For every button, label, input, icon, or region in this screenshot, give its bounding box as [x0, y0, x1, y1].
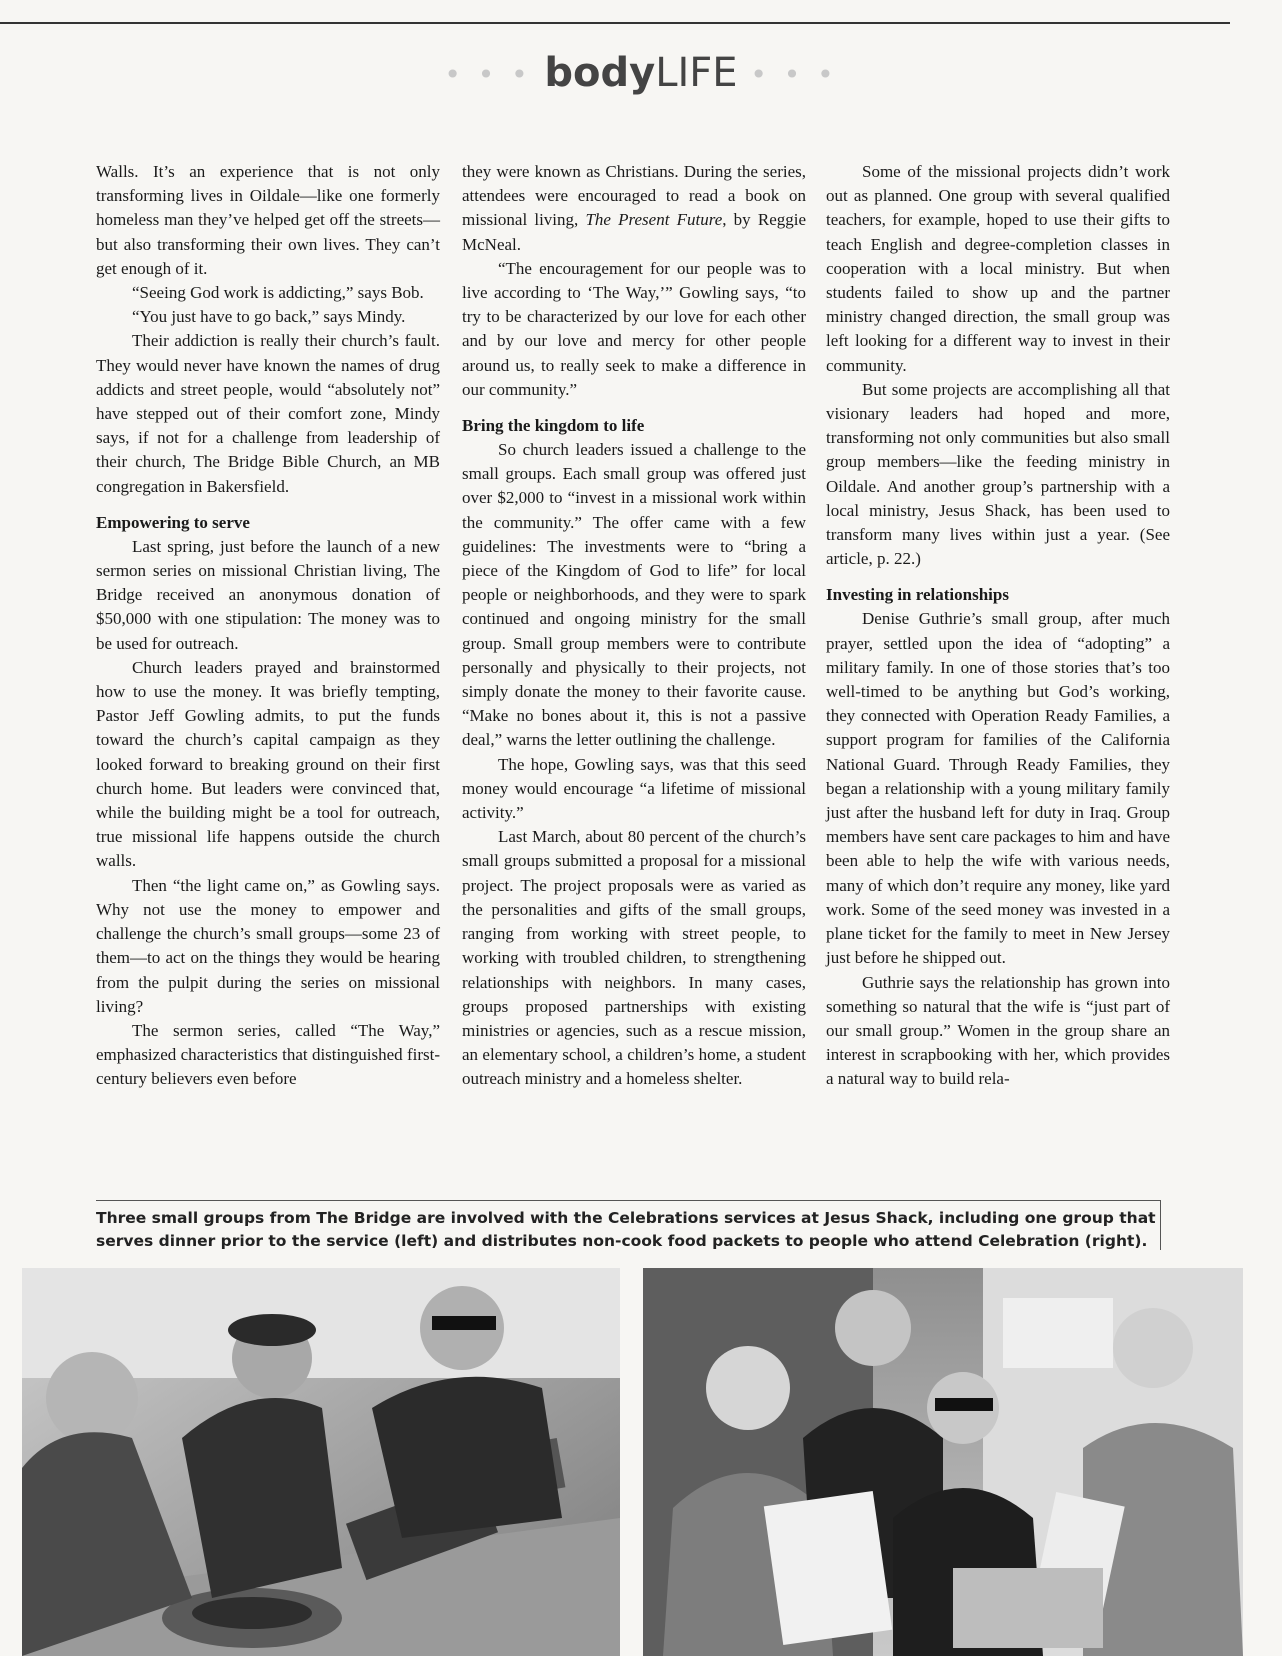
- masthead-dots-right: • • •: [750, 58, 838, 91]
- paragraph: Walls. It’s an experience that is not only transforming lives in Oildale—like one formerly homeless man they’ve helped get off the streets—but also transforming their own lives. They can’t get enough of it.: [96, 162, 440, 278]
- caption-rule: [96, 1200, 1160, 1201]
- paragraph: Some of the missional projects didn’t work out as planned. One group with several qualified teachers, for example, hoped to use their gifts to teach English and degree-completion classes in cooperation with a local ministry. But when students failed to show up and the partner ministry changed direction, the small group was left looking for a different way to invest in their community.: [826, 162, 1170, 375]
- paragraph: “You just have to go back,” says Mindy.: [132, 307, 406, 327]
- paragraph: Church leaders prayed and brainstormed how to use the money. It was briefly tempting, Pastor Jeff Gowling admits, to put the funds toward the church’s capital campaign as they looked forward to breaking ground on their first church home. But leaders were convinced that, while the building might be a tool for outreach, true missional life happens outside the church walls.: [96, 657, 440, 871]
- paragraph: “Seeing God work is addicting,” says Bob.: [132, 283, 424, 303]
- article-column-1: [96, 160, 440, 1092]
- paragraph: [462, 160, 806, 257]
- paragraph: Their addiction is really their church’s fault. They would never have known the names of drug addicts and street people, would “absolutely not” have stepped out of their comfort zone, Mindy says, if not for a challenge from leadership of their church, The Bridge Bible Church, an MB congregation in Bakersfield.: [96, 331, 440, 496]
- subhead-kingdom: Bring the kingdom to life: [462, 416, 645, 436]
- masthead-body: body: [544, 50, 656, 96]
- photo-dinner-service-image: [22, 1268, 620, 1656]
- masthead-dots-left: • • •: [444, 58, 532, 91]
- caption-vertical-rule: [1160, 1200, 1161, 1250]
- subhead-empowering: Empowering to serve: [96, 512, 250, 532]
- paragraph: The sermon series, called “The Way,” emphasized characteristics that distinguished first-century believers even before: [96, 1020, 440, 1089]
- paragraph: “The encouragement for our people was to live according to ‘The Way,’” Gowling says, “to try to be characterized by our love for each other and by our love and mercy for other people around us, to really seek to make a difference in our community.”: [462, 258, 806, 399]
- masthead-life: LIFE: [655, 50, 738, 96]
- photo-food-packets-image: [643, 1268, 1243, 1656]
- text-run: they were known as Christians. During the series, attendees were encouraged to read a book on missional living,: [462, 162, 806, 230]
- photo-food-packets: [643, 1268, 1243, 1656]
- book-title: The Present Future: [585, 210, 723, 230]
- paragraph: The hope, Gowling says, was that this seed money would encourage “a lifetime of missional activity.”: [462, 754, 806, 823]
- photo-caption: Three small groups from The Bridge are involved with the Celebrations services at Jesus Shack, including one group that serves dinner prior to the service (left) and distributes non-cook food packets to people who attend Celebration (right).: [96, 1209, 1156, 1250]
- photo-dinner-service: [22, 1268, 620, 1656]
- paragraph: Last March, about 80 percent of the church’s small groups submitted a proposal for a missional project. The project proposals were as varied as the personalities and gifts of the small groups, ranging from working with street people, to working with troubled children, to strengthening relationships with neighbors. In many cases, groups proposed partnerships with existing ministries or agencies, such as a rescue mission, an elementary school, a children’s home, a student outreach ministry and a homeless shelter.: [462, 827, 806, 1089]
- paragraph: Then “the light came on,” as Gowling says. Why not use the money to empower and challenge the church’s small groups—some 23 of them—to act on the things they would be hearing from the pulpit during the series on missional living?: [96, 875, 440, 1016]
- subhead-relationships: Investing in relationships: [826, 585, 1009, 605]
- top-rule: [0, 22, 1230, 24]
- text-run: , by Reggie McNeal.: [462, 210, 807, 254]
- article-column-3: [826, 160, 1170, 1092]
- paragraph: Denise Guthrie’s small group, after much prayer, settled upon the idea of “adopting” a military family. In one of those stories that’s too well-timed to be anything but God’s working, they connected with Operation Ready Families, a support program for families of the California National Guard. Through Ready Families, they began a relationship with a young military family just after the husband left for duty in Iraq. Group members have sent care packages to him and have been able to help the wife with various needs, many of which don’t require any money, like yard work. Some of the seed money was invested in a plane ticket for the family to meet in New Jersey just before he shipped out.: [826, 609, 1170, 968]
- paragraph: But some projects are accomplishing all that visionary leaders had hoped and more, transforming not only communities but also small group members—like the feeding ministry in Oildale. And another group’s partnership with a local ministry, Jesus Shack, has been used to transform many lives within just a year. (See article, p. 22.): [826, 379, 1170, 569]
- paragraph: Last spring, just before the launch of a new sermon series on missional Christian living, The Bridge received an anonymous donation of $50,000 with one stipulation: The money was to be used for outreach.: [96, 536, 440, 653]
- section-masthead: [0, 48, 1282, 100]
- article-column-2: [462, 160, 806, 1092]
- paragraph: So church leaders issued a challenge to the small groups. Each small group was offered just over $2,000 to “invest in a missional work within the community.” The offer came with a few guidelines: The investments were to “bring a piece of the Kingdom of God to life” for local people or neighborhoods, and they were to spark continued and ongoing ministry for the small group. Small group members were to contribute personally and physically to their projects, not simply donate the money to their favorite cause. “Make no bones about it, this is not a passive deal,” warns the letter outlining the challenge.: [462, 440, 806, 750]
- paragraph: Guthrie says the relationship has grown into something so natural that the wife is “just part of our small group.” Women in the group share an interest in scrapbooking with her, which provides a natural way to build rela-: [826, 972, 1170, 1089]
